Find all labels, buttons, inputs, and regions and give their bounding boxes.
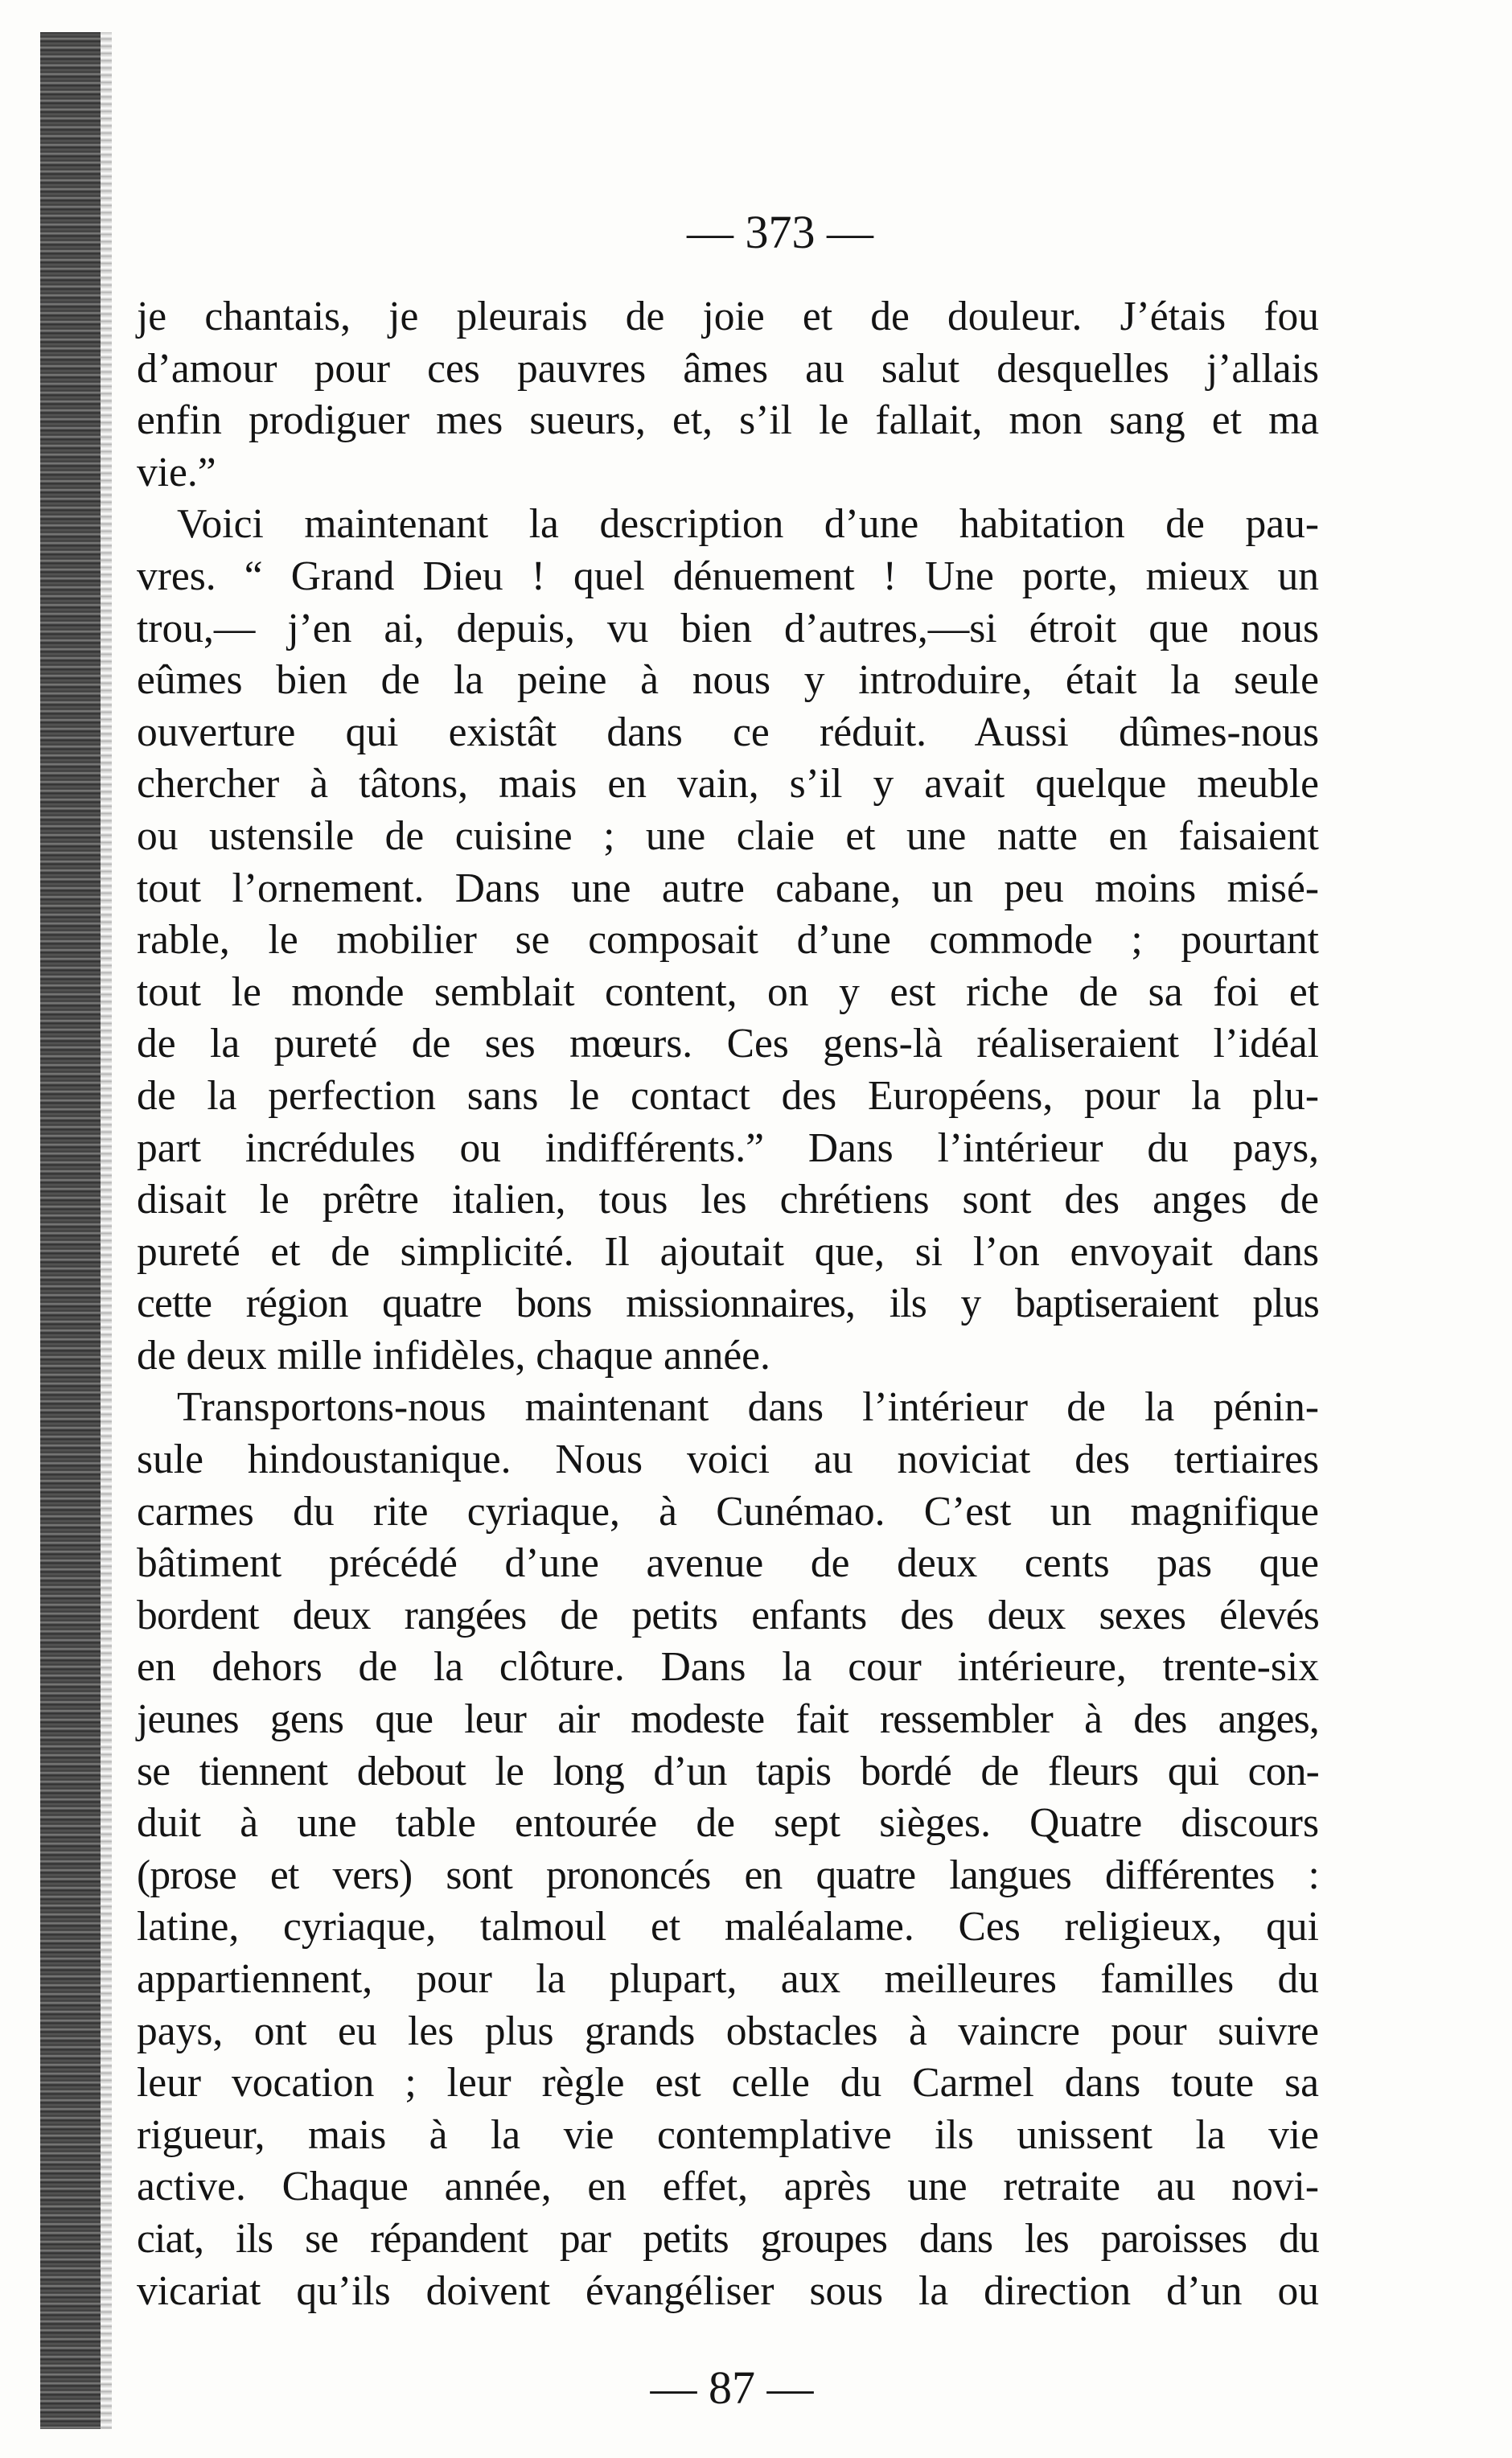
text-line: de la perfection sans le contact des Européens, pour la plu- xyxy=(137,1072,1319,1119)
body-text xyxy=(137,291,1319,2317)
text-line: ou ustensile de cuisine ; une claie et une natte en faisaient xyxy=(137,812,1319,859)
text-line: en dehors de la clôture. Dans la cour intérieure, trente-six xyxy=(137,1644,1319,1691)
text-line: vres. “ Grand Dieu ! quel dénuement ! Une porte, mieux un xyxy=(137,553,1319,599)
text-line: tout le monde semblait content, on y est riche de sa foi et xyxy=(137,968,1319,1015)
page-number: — 373 — xyxy=(687,206,873,258)
text-line: carmes du rite cyriaque, à Cunémao. C’est un magnifique xyxy=(137,1488,1319,1535)
text-line: part incrédules ou indifférents.” Dans l’intérieur du pays, xyxy=(137,1124,1319,1171)
text-line: de deux mille infidèles, chaque année. xyxy=(137,1332,770,1379)
text-line: disait le prêtre italien, tous les chrétiens sont des anges de xyxy=(137,1177,1319,1223)
text-line: pureté et de simplicité. Il ajoutait que, si l’on envoyait dans xyxy=(137,1228,1319,1275)
text-line: se tiennent debout le long d’un tapis bordé de fleurs qui con- xyxy=(137,1748,1319,1794)
text-line: latine, cyriaque, talmoul et maléalame. Ces religieux, qui xyxy=(137,1904,1319,1950)
text-line: eûmes bien de la peine à nous y introduire, était la seule xyxy=(137,657,1319,704)
paragraph-start-line: Transportons-nous maintenant dans l’intérieur de la pénin- xyxy=(177,1384,1319,1431)
text-line: enfin prodiguer mes sueurs, et, s’il le fallait, mon sang et ma xyxy=(137,397,1319,444)
signature-mark: — 87 — xyxy=(650,2361,814,2414)
text-line: ciat, ils se répandent par petits groupes dans les paroisses du xyxy=(137,2215,1319,2262)
text-line: chercher à tâtons, mais en vain, s’il y avait quelque meuble xyxy=(137,761,1319,808)
paragraph-start-line: Voici maintenant la description d’une habitation de pau- xyxy=(177,501,1319,548)
text-line: jeunes gens que leur air modeste fait ressembler à des anges, xyxy=(137,1696,1319,1743)
text-line: tout l’ornement. Dans une autre cabane, un peu moins misé- xyxy=(137,865,1319,911)
text-line: je chantais, je pleurais de joie et de douleur. J’étais fou xyxy=(137,294,1319,339)
text-line: rigueur, mais à la vie contemplative ils unissent la vie xyxy=(137,2111,1319,2158)
text-line: rable, le mobilier se composait d’une commode ; pourtant xyxy=(137,917,1319,964)
text-line: duit à une table entourée de sept sièges. Quatre discours xyxy=(137,1800,1319,1847)
text-line: bordent deux rangées de petits enfants des deux sexes élevés xyxy=(137,1592,1319,1638)
text-line: trou,— j’en ai, depuis, vu bien d’autres,—si étroit que nous xyxy=(137,605,1319,651)
text-line: d’amour pour ces pauvres âmes au salut desquelles j’allais xyxy=(137,345,1319,392)
text-line: cette région quatre bons missionnaires, ils y baptiseraient plus xyxy=(137,1280,1319,1327)
text-line: active. Chaque année, en effet, après une retraite au novi- xyxy=(137,2164,1319,2210)
text-line: bâtiment précédé d’une avenue de deux cents pas que xyxy=(137,1540,1319,1587)
text-line: pays, ont eu les plus grands obstacles à vaincre pour suivre xyxy=(137,2008,1319,2054)
text-line: vicariat qu’ils doivent évangéliser sous la direction d’un ou xyxy=(137,2267,1319,2314)
text-line: leur vocation ; leur règle est celle du Carmel dans toute sa xyxy=(137,2060,1319,2107)
text-line: appartiennent, pour la plupart, aux meilleures familles du xyxy=(137,1956,1319,2002)
text-line: vie.” xyxy=(137,449,216,495)
text-line: ouverture qui existât dans ce réduit. Aussi dûmes-nous xyxy=(137,709,1319,755)
text-line: (prose et vers) sont prononcés en quatre langues différentes : xyxy=(137,1852,1319,1898)
text-line: de la pureté de ses mœurs. Ces gens-là réaliseraient l’idéal xyxy=(137,1021,1319,1067)
text-line: sule hindoustanique. Nous voici au noviciat des tertiaires xyxy=(137,1437,1319,1483)
book-binding-edge xyxy=(40,32,101,2429)
